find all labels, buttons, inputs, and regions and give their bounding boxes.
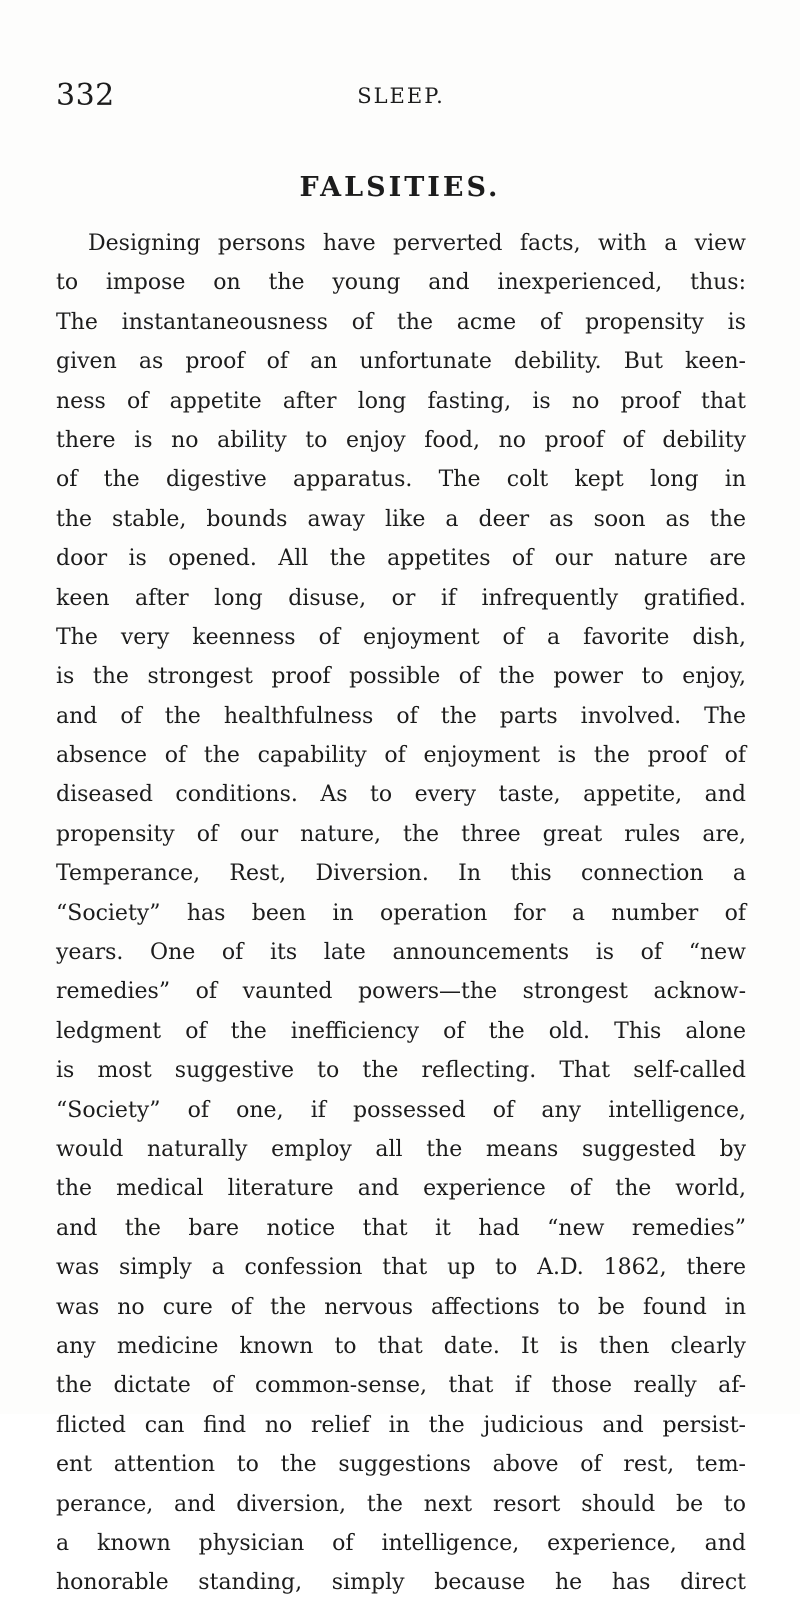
text-line: keen after long disuse, or if infrequently gratified. bbox=[56, 585, 746, 611]
text-line: the medical literature and experience of the world, bbox=[56, 1176, 746, 1202]
text-line: there is no ability to enjoy food, no proof of debility bbox=[56, 427, 746, 453]
text-line: is most suggestive to the reflecting. That self-called bbox=[56, 1058, 746, 1084]
text-line: remedies” of vaunted powers—the strongest acknow- bbox=[56, 979, 746, 1005]
text-line: propensity of our nature, the three great rules are, bbox=[56, 821, 746, 847]
page-number: 332 bbox=[56, 78, 115, 113]
text-line: honorable standing, simply because he has direct bbox=[56, 1570, 746, 1596]
text-line: ness of appetite after long fasting, is no proof that bbox=[56, 388, 746, 414]
text-line: door is opened. All the appetites of our nature are bbox=[56, 546, 746, 572]
text-line: was no cure of the nervous affections to be found in bbox=[56, 1294, 746, 1320]
text-line: perance, and diversion, the next resort should be to bbox=[56, 1491, 746, 1517]
text-line: to impose on the young and inexperienced, thus: bbox=[56, 270, 746, 296]
running-title: SLEEP. bbox=[357, 84, 445, 108]
text-line: is the strongest proof possible of the power to enjoy, bbox=[56, 664, 746, 690]
text-line: absence of the capability of enjoyment is the proof of bbox=[56, 743, 746, 769]
text-line: the dictate of common-sense, that if those really af- bbox=[56, 1373, 746, 1399]
text-line: a known physician of intelligence, experience, and bbox=[56, 1530, 746, 1556]
text-line: of the digestive apparatus. The colt kept long in bbox=[56, 467, 746, 493]
text-line: The instantaneousness of the acme of propensity is bbox=[56, 309, 746, 335]
text-line: any medicine known to that date. It is then clearly bbox=[56, 1333, 746, 1359]
text-line: flicted can find no relief in the judicious and persist- bbox=[56, 1412, 746, 1438]
text-line: “Society” of one, if possessed of any intelligence, bbox=[56, 1097, 746, 1123]
running-head bbox=[56, 78, 746, 118]
text-line: “Society” has been in operation for a number of bbox=[56, 900, 746, 926]
text-line: was simply a confession that up to A.D. 1862, there bbox=[56, 1255, 746, 1281]
text-line: diseased conditions. As to every taste, appetite, and bbox=[56, 782, 746, 808]
text-line: and of the healthfulness of the parts involved. The bbox=[56, 703, 746, 729]
body-text bbox=[56, 224, 746, 1603]
text-line: would naturally employ all the means suggested by bbox=[56, 1136, 746, 1162]
section-heading: FALSITIES. bbox=[299, 172, 501, 203]
text-line: ledgment of the inefficiency of the old. This alone bbox=[56, 1018, 746, 1044]
text-line: given as proof of an unfortunate debility. But keen- bbox=[56, 349, 746, 375]
text-line: Designing persons have perverted facts, with a view bbox=[88, 231, 746, 256]
text-line: and the bare notice that it had “new remedies” bbox=[56, 1215, 746, 1241]
text-line: the stable, bounds away like a deer as soon as the bbox=[56, 506, 746, 532]
text-line: years. One of its late announcements is of “new bbox=[56, 940, 746, 966]
text-line: ent attention to the suggestions above of rest, tem- bbox=[56, 1452, 746, 1478]
text-line: The very keenness of enjoyment of a favorite dish, bbox=[56, 624, 746, 650]
text-line: Temperance, Rest, Diversion. In this connection a bbox=[56, 861, 746, 887]
